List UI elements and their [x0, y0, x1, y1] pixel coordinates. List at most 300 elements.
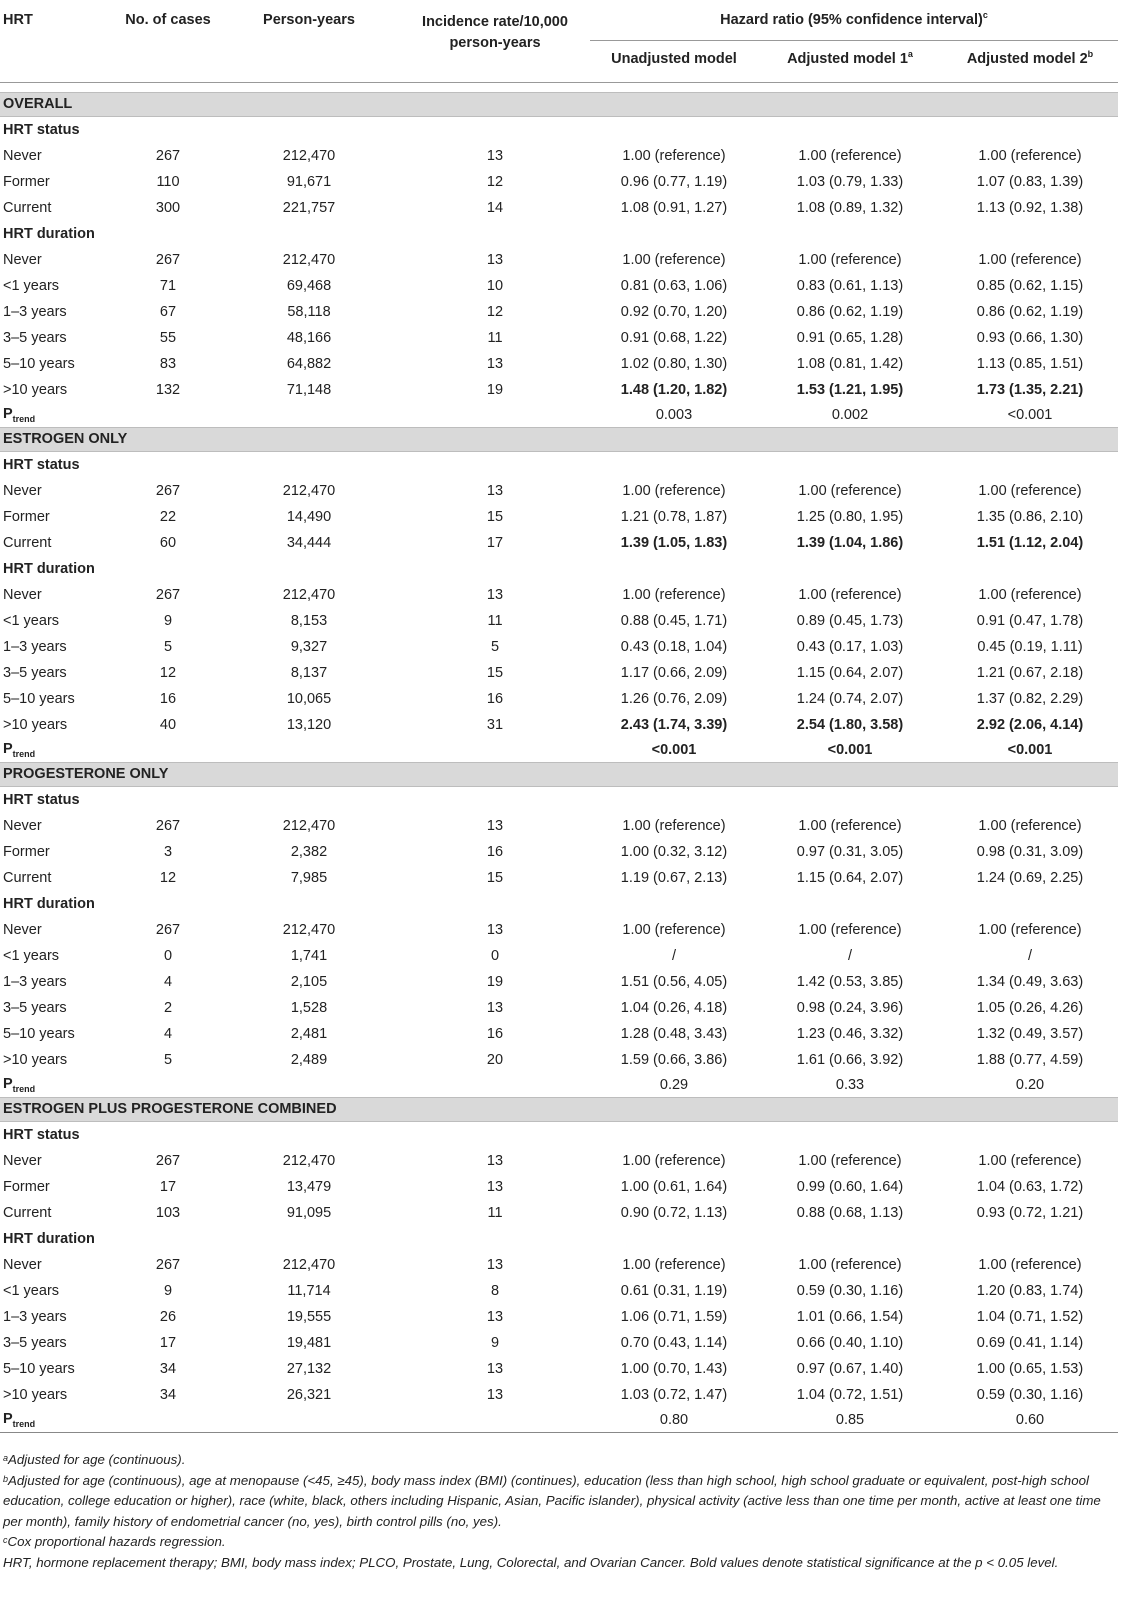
table-row	[0, 351, 1118, 377]
cell-person-years: 212,470	[282, 1256, 336, 1273]
cell-incidence-rate: 11	[487, 612, 503, 629]
cell-adjusted-2: 0.86 (0.62, 1.19)	[976, 303, 1084, 320]
table-row	[0, 143, 1118, 169]
subgroup-row	[0, 786, 1118, 813]
header-hazard-ratio-group	[590, 0, 1118, 40]
table-row	[0, 1304, 1118, 1330]
header-adjusted-1-text: Adjusted model 1	[787, 50, 908, 67]
empty-cell	[218, 1073, 400, 1098]
cell-adjusted-1: 1.39 (1.04, 1.86)	[796, 534, 904, 551]
cell-adjusted-2: 1.51 (1.12, 2.04)	[976, 534, 1084, 551]
footnote-mark: b	[3, 1473, 9, 1484]
cell-incidence-rate: 11	[487, 1204, 503, 1221]
cell-adjusted-1: 1.24 (0.74, 2.07)	[796, 690, 904, 707]
cell-adjusted-2: 1.00 (reference)	[978, 817, 1082, 834]
cell-unadjusted: 1.17 (0.66, 2.09)	[620, 664, 728, 681]
cell-cases: 5	[163, 638, 173, 655]
footnotes	[3, 1450, 1115, 1573]
cell-incidence-rate: 12	[486, 173, 504, 190]
header-hazard-ratio-text: Hazard ratio (95% confidence interval)	[720, 12, 983, 28]
cell-unadjusted: /	[671, 947, 677, 964]
subgroup-label: HRT status	[3, 121, 80, 138]
cell-unadjusted: 1.00 (reference)	[622, 921, 726, 938]
cell-unadjusted: 1.59 (0.66, 3.86)	[620, 1051, 728, 1068]
row-label: 5–10 years	[3, 1360, 75, 1377]
cell-unadjusted: 1.00 (reference)	[622, 251, 726, 268]
cell-unadjusted: 0.70 (0.43, 1.14)	[620, 1334, 728, 1351]
cell-incidence-rate: 15	[486, 508, 504, 525]
cell-unadjusted: 1.51 (0.56, 4.05)	[620, 973, 728, 990]
cell-adjusted-2: 0.69 (0.41, 1.14)	[976, 1334, 1084, 1351]
row-label: Former	[3, 843, 50, 860]
cell-person-years: 212,470	[282, 586, 336, 603]
section-title: PROGESTERONE ONLY	[0, 762, 1118, 786]
cell-cases: 9	[163, 1282, 173, 1299]
cell-incidence-rate: 13	[486, 1152, 504, 1169]
footnote-mark: a	[3, 1453, 9, 1463]
cell-adjusted-1: 2.54 (1.80, 3.58)	[796, 716, 904, 733]
table-row	[0, 169, 1118, 195]
ptrend-label	[0, 738, 118, 763]
cell-cases: 83	[159, 355, 177, 372]
cell-incidence-rate: 13	[486, 1308, 504, 1325]
cell-adjusted-2: 1.73 (1.35, 2.21)	[976, 381, 1084, 398]
cell-unadjusted: 1.00 (0.32, 3.12)	[620, 843, 728, 860]
header-hazard-ratio-sup: c	[982, 10, 988, 20]
cell-person-years: 7,985	[290, 869, 328, 886]
table-row	[0, 660, 1118, 686]
empty-cell	[400, 403, 590, 428]
row-label: Never	[3, 482, 42, 499]
cell-unadjusted: 1.00 (reference)	[622, 482, 726, 499]
header-incidence-rate: Incidence rate/10,000 person-years	[422, 14, 568, 51]
cell-cases: 34	[159, 1360, 177, 1377]
cell-unadjusted: 0.91 (0.68, 1.22)	[620, 329, 728, 346]
ptrend-p: P	[3, 1410, 13, 1427]
cell-person-years: 48,166	[286, 329, 332, 346]
cell-adjusted-1: 0.66 (0.40, 1.10)	[796, 1334, 904, 1351]
cell-person-years: 26,321	[286, 1386, 332, 1403]
ptrend-adjusted-1: 0.85	[758, 1408, 942, 1433]
cell-incidence-rate: 13	[486, 147, 504, 164]
ptrend-unadjusted: 0.80	[590, 1408, 758, 1433]
cell-incidence-rate: 15	[486, 664, 504, 681]
cell-person-years: 34,444	[286, 534, 332, 551]
cell-unadjusted: 1.00 (reference)	[622, 147, 726, 164]
cell-unadjusted: 0.90 (0.72, 1.13)	[620, 1204, 728, 1221]
subgroup-row	[0, 451, 1118, 478]
cell-person-years: 13,120	[286, 716, 332, 733]
subgroup-row	[0, 221, 1118, 247]
cell-adjusted-2: 1.00 (reference)	[978, 482, 1082, 499]
row-label: 3–5 years	[3, 664, 67, 681]
table-row	[0, 478, 1118, 504]
row-label: >10 years	[3, 1051, 68, 1068]
cell-person-years: 1,741	[290, 947, 328, 964]
row-label: Current	[3, 199, 52, 216]
cell-adjusted-1: 1.08 (0.81, 1.42)	[796, 355, 904, 372]
cell-adjusted-1: 1.01 (0.66, 1.54)	[796, 1308, 904, 1325]
cell-incidence-rate: 15	[486, 869, 504, 886]
cell-person-years: 212,470	[282, 482, 336, 499]
table-row	[0, 608, 1118, 634]
cell-adjusted-1: 1.25 (0.80, 1.95)	[796, 508, 904, 525]
cell-adjusted-1: 1.08 (0.89, 1.32)	[796, 199, 904, 216]
ptrend-adjusted-1: 0.002	[831, 406, 869, 423]
section-title: ESTROGEN PLUS PROGESTERONE COMBINED	[0, 1097, 1118, 1121]
cell-adjusted-2: 1.13 (0.85, 1.51)	[976, 355, 1084, 372]
cell-adjusted-2: 1.00 (reference)	[978, 1256, 1082, 1273]
ptrend-adjusted-1: <0.001	[827, 741, 873, 758]
cell-unadjusted: 1.08 (0.91, 1.27)	[620, 199, 728, 216]
footnote-text: Adjusted for age (continuous).	[8, 1452, 186, 1467]
cell-adjusted-1: 0.97 (0.31, 3.05)	[796, 843, 904, 860]
cell-person-years: 19,481	[286, 1334, 332, 1351]
table-row	[0, 1200, 1118, 1226]
table-row	[0, 1021, 1118, 1047]
empty-cell	[400, 1408, 590, 1433]
header-adjusted-2-sup: b	[1087, 48, 1094, 59]
cell-unadjusted: 0.81 (0.63, 1.06)	[620, 277, 728, 294]
table-row	[0, 582, 1118, 608]
cell-person-years: 14,490	[286, 508, 332, 525]
cell-person-years: 2,481	[290, 1025, 328, 1042]
cell-incidence-rate: 13	[486, 817, 504, 834]
cell-unadjusted: 1.06 (0.71, 1.59)	[620, 1308, 728, 1325]
cell-person-years: 212,470	[282, 251, 336, 268]
row-label: >10 years	[3, 381, 68, 398]
cell-cases: 60	[159, 534, 177, 551]
ptrend-sub: trend	[12, 748, 36, 759]
header-adjusted-1	[758, 40, 942, 82]
cell-unadjusted: 1.04 (0.26, 4.18)	[620, 999, 728, 1016]
ptrend-sub: trend	[12, 1418, 36, 1429]
cell-cases: 267	[155, 586, 181, 603]
cell-cases: 17	[159, 1334, 177, 1351]
cell-incidence-rate: 13	[486, 355, 504, 372]
row-label: Never	[3, 1152, 42, 1169]
subgroup-row	[0, 1121, 1118, 1148]
cell-incidence-rate: 13	[486, 999, 504, 1016]
cell-adjusted-2: 1.05 (0.26, 4.26)	[976, 999, 1084, 1016]
cell-unadjusted: 0.88 (0.45, 1.71)	[620, 612, 728, 629]
cell-cases: 71	[159, 277, 177, 294]
row-label: Current	[3, 1204, 52, 1221]
cell-adjusted-2: 1.35 (0.86, 2.10)	[976, 508, 1084, 525]
cell-adjusted-1: 0.99 (0.60, 1.64)	[796, 1178, 904, 1195]
cell-adjusted-2: 0.91 (0.47, 1.78)	[976, 612, 1084, 629]
cell-person-years: 221,757	[282, 199, 336, 216]
ptrend-adjusted-2: <0.001	[1007, 406, 1053, 423]
cell-cases: 3	[163, 843, 173, 860]
empty-cell	[218, 1408, 400, 1433]
header-hrt: HRT	[3, 12, 33, 28]
cell-incidence-rate: 14	[486, 199, 504, 216]
cell-unadjusted: 0.92 (0.70, 1.20)	[620, 303, 728, 320]
cell-cases: 267	[155, 1152, 181, 1169]
cell-cases: 132	[155, 381, 181, 398]
cell-cases: 267	[155, 482, 181, 499]
section-header	[0, 1097, 1118, 1121]
row-label: 5–10 years	[3, 1025, 75, 1042]
ptrend-unadjusted: 0.29	[659, 1076, 689, 1093]
cell-adjusted-1: 0.83 (0.61, 1.13)	[796, 277, 904, 294]
ptrend-row	[0, 403, 1118, 428]
cell-adjusted-1: 1.03 (0.79, 1.33)	[796, 173, 904, 190]
cell-person-years: 212,470	[282, 147, 336, 164]
cell-incidence-rate: 16	[486, 690, 504, 707]
cell-cases: 110	[156, 173, 180, 190]
ptrend-adjusted-1: 0.33	[835, 1076, 865, 1093]
cell-adjusted-1: 1.00 (reference)	[798, 1256, 902, 1273]
cell-incidence-rate: 13	[486, 586, 504, 603]
cell-adjusted-2: 0.45 (0.19, 1.11)	[977, 638, 1083, 655]
cell-incidence-rate: 10	[486, 277, 504, 294]
row-label: 3–5 years	[3, 1334, 67, 1351]
cell-cases: 12	[159, 664, 177, 681]
cell-adjusted-2: 1.00 (reference)	[978, 147, 1082, 164]
ptrend-label	[0, 1073, 118, 1098]
ptrend-p: P	[3, 740, 13, 757]
cell-cases: 22	[159, 508, 177, 525]
section-header	[0, 427, 1118, 451]
cell-incidence-rate: 31	[486, 716, 504, 733]
footnote-text: HRT, hormone replacement therapy; BMI, body mass index; PLCO, Prostate, Lung, Colorectal, and Ovarian Cancer. Bold values denote statistical significance at the p < 0.05 level.	[3, 1554, 1059, 1570]
row-label: Former	[3, 508, 50, 525]
cell-person-years: 91,671	[286, 173, 332, 190]
cell-incidence-rate: 19	[486, 381, 504, 398]
cell-adjusted-2: 1.00 (reference)	[978, 586, 1082, 603]
cell-unadjusted: 0.61 (0.31, 1.19)	[620, 1282, 728, 1299]
cell-person-years: 8,153	[290, 612, 328, 629]
cell-cases: 16	[159, 690, 177, 707]
cell-unadjusted: 1.00 (0.61, 1.64)	[620, 1178, 728, 1195]
table-row	[0, 813, 1118, 839]
ptrend-unadjusted: 0.003	[655, 406, 693, 423]
cell-adjusted-1: 1.15 (0.64, 2.07)	[796, 664, 904, 681]
cell-cases: 267	[155, 1256, 181, 1273]
cell-adjusted-2: 0.59 (0.30, 1.16)	[976, 1386, 1084, 1403]
empty-cell	[118, 403, 218, 428]
cell-adjusted-1: 0.88 (0.68, 1.13)	[796, 1204, 904, 1221]
cell-cases: 55	[159, 329, 177, 346]
header-unadjusted: Unadjusted model	[611, 50, 737, 67]
table-body	[0, 92, 1118, 1432]
ptrend-sub: trend	[12, 1083, 36, 1094]
cell-adjusted-2: 1.13 (0.92, 1.38)	[976, 199, 1084, 216]
cell-unadjusted: 1.48 (1.20, 1.82)	[620, 381, 728, 398]
cell-incidence-rate: 13	[486, 482, 504, 499]
cell-adjusted-1: 1.00 (reference)	[798, 1152, 902, 1169]
row-label: 1–3 years	[3, 303, 67, 320]
cell-adjusted-2: 1.21 (0.67, 2.18)	[976, 664, 1084, 681]
cell-adjusted-1: 1.00 (reference)	[798, 586, 902, 603]
ptrend-row	[0, 1408, 1118, 1433]
footnote	[3, 1532, 1115, 1553]
row-label: >10 years	[3, 1386, 68, 1403]
cell-unadjusted: 1.19 (0.67, 2.13)	[620, 869, 728, 886]
footnote-text: Cox proportional hazards regression.	[7, 1534, 226, 1549]
cell-adjusted-2: 1.00 (0.65, 1.53)	[976, 1360, 1084, 1377]
subgroup-label: HRT status	[3, 791, 80, 808]
row-label: 3–5 years	[3, 999, 67, 1016]
section-header	[0, 92, 1118, 116]
cell-cases: 267	[155, 921, 181, 938]
cell-adjusted-2: 1.07 (0.83, 1.39)	[976, 173, 1084, 190]
footnote	[3, 1471, 1115, 1533]
ptrend-unadjusted: <0.001	[651, 741, 697, 758]
cell-cases: 67	[159, 303, 177, 320]
row-label: Current	[3, 869, 52, 886]
cell-person-years: 9,327	[290, 638, 328, 655]
cell-cases: 26	[159, 1308, 177, 1325]
subgroup-row	[0, 556, 1118, 582]
subgroup-row	[0, 1226, 1118, 1252]
cell-cases: 103	[155, 1204, 181, 1221]
cell-adjusted-1: 1.00 (reference)	[798, 921, 902, 938]
table-row	[0, 917, 1118, 943]
cell-cases: 4	[163, 973, 173, 990]
footnote	[3, 1450, 1115, 1471]
ptrend-p: P	[3, 1075, 13, 1092]
cell-cases: 267	[155, 817, 181, 834]
subgroup-label: HRT duration	[3, 895, 95, 912]
cell-person-years: 13,479	[286, 1178, 332, 1195]
cell-adjusted-2: 1.00 (reference)	[978, 1152, 1082, 1169]
cell-adjusted-1: 0.86 (0.62, 1.19)	[796, 303, 904, 320]
cell-cases: 12	[159, 869, 177, 886]
cell-unadjusted: 0.96 (0.77, 1.19)	[620, 173, 728, 190]
header-cases: No. of cases	[125, 12, 211, 28]
footnote-text: Adjusted for age (continuous), age at menopause (<45, ≥45), body mass index (BMI) (continues), education (less than high school, high school graduate or equivalent, post-high school education, college education or higher), race (white, black, others including Hispanic, Asian, Pacific islander), physical activity (active less than one time per month, active at least one time per month), family history of endometrial cancer (no, yes), birth control pills (no, yes).	[3, 1472, 1101, 1529]
cell-adjusted-2: 0.93 (0.66, 1.30)	[976, 329, 1084, 346]
ptrend-row	[0, 1073, 1118, 1098]
row-label: 1–3 years	[3, 638, 67, 655]
cell-incidence-rate: 16	[486, 1025, 504, 1042]
cell-person-years: 58,118	[287, 303, 331, 320]
cell-adjusted-2: 1.04 (0.63, 1.72)	[976, 1178, 1084, 1195]
cell-adjusted-1: 1.00 (reference)	[798, 251, 902, 268]
cell-adjusted-1: 1.61 (0.66, 3.92)	[796, 1051, 904, 1068]
cell-adjusted-1: 1.04 (0.72, 1.51)	[796, 1386, 904, 1403]
subgroup-label: HRT duration	[3, 1230, 95, 1247]
cell-adjusted-2: /	[1027, 947, 1033, 964]
table-row	[0, 325, 1118, 351]
cell-incidence-rate: 13	[486, 1360, 504, 1377]
cell-adjusted-2: 1.20 (0.83, 1.74)	[976, 1282, 1084, 1299]
table-row	[0, 504, 1118, 530]
cell-cases: 300	[155, 199, 181, 216]
row-label: <1 years	[3, 612, 60, 629]
header-adjusted-1-sup: a	[907, 48, 913, 59]
cell-adjusted-1: 0.98 (0.24, 3.96)	[796, 999, 904, 1016]
cell-unadjusted: 1.00 (reference)	[622, 1152, 726, 1169]
cell-person-years: 212,470	[282, 1152, 336, 1169]
cell-unadjusted: 1.00 (reference)	[622, 817, 726, 834]
row-label: Never	[3, 147, 42, 164]
cell-adjusted-1: 1.00 (reference)	[798, 147, 902, 164]
table-row	[0, 195, 1118, 221]
cell-cases: 9	[163, 612, 173, 629]
cell-adjusted-1: 1.15 (0.64, 2.07)	[796, 869, 904, 886]
cell-cases: 34	[159, 1386, 177, 1403]
row-label: Never	[3, 817, 42, 834]
section-title: OVERALL	[0, 92, 1118, 116]
subgroup-label: HRT status	[3, 1126, 80, 1143]
cell-cases: 4	[163, 1025, 173, 1042]
cell-adjusted-1: 0.91 (0.65, 1.28)	[796, 329, 904, 346]
subgroup-row	[0, 116, 1118, 143]
subgroup-label: HRT duration	[3, 560, 95, 577]
cell-person-years: 71,148	[286, 381, 332, 398]
table-row	[0, 1330, 1118, 1356]
cell-cases: 40	[159, 716, 177, 733]
cell-adjusted-1: 1.53 (1.21, 1.95)	[796, 381, 904, 398]
cell-incidence-rate: 9	[490, 1334, 500, 1351]
cell-adjusted-2: 1.37 (0.82, 2.29)	[976, 690, 1084, 707]
cell-adjusted-1: 1.23 (0.46, 3.32)	[796, 1025, 904, 1042]
section-header	[0, 762, 1118, 786]
cell-incidence-rate: 11	[487, 329, 503, 346]
table-row	[0, 943, 1118, 969]
cell-person-years: 91,095	[286, 1204, 332, 1221]
cell-incidence-rate: 16	[486, 843, 504, 860]
cell-person-years: 2,382	[290, 843, 328, 860]
empty-cell	[118, 1073, 218, 1098]
cell-person-years: 2,105	[290, 973, 328, 990]
row-label: 1–3 years	[3, 973, 67, 990]
cell-unadjusted: 1.00 (0.70, 1.43)	[620, 1360, 728, 1377]
table-row	[0, 712, 1118, 738]
table-row	[0, 1174, 1118, 1200]
cell-incidence-rate: 17	[486, 534, 504, 551]
table-row	[0, 865, 1118, 891]
cell-cases: 0	[163, 947, 173, 964]
header-adjusted-2-text: Adjusted model 2	[966, 50, 1088, 67]
cell-cases: 17	[159, 1178, 177, 1195]
cell-adjusted-1: /	[847, 947, 853, 964]
cell-unadjusted: 2.43 (1.74, 3.39)	[620, 716, 728, 733]
cell-adjusted-1: 1.00 (reference)	[798, 482, 902, 499]
cell-adjusted-1: 0.59 (0.30, 1.16)	[796, 1282, 904, 1299]
empty-cell	[400, 1073, 590, 1098]
cell-person-years: 10,065	[286, 690, 332, 707]
cell-person-years: 1,528	[290, 999, 328, 1016]
cell-incidence-rate: 20	[486, 1051, 504, 1068]
row-label: <1 years	[3, 277, 60, 294]
cell-person-years: 8,137	[290, 664, 328, 681]
row-label: >10 years	[3, 716, 68, 733]
cell-unadjusted: 1.21 (0.78, 1.87)	[620, 508, 728, 525]
cell-adjusted-2: 0.93 (0.72, 1.21)	[976, 1204, 1084, 1221]
subgroup-label: HRT status	[3, 456, 80, 473]
table-row	[0, 273, 1118, 299]
cell-adjusted-1: 0.97 (0.67, 1.40)	[796, 1360, 904, 1377]
cell-person-years: 64,882	[286, 355, 332, 372]
table-row	[0, 686, 1118, 712]
table-row	[0, 1047, 1118, 1073]
cell-unadjusted: 1.00 (reference)	[622, 586, 726, 603]
cell-person-years: 212,470	[282, 921, 336, 938]
cell-incidence-rate: 13	[486, 1178, 504, 1195]
cell-adjusted-2: 2.92 (2.06, 4.14)	[976, 716, 1084, 733]
row-label: Former	[3, 1178, 50, 1195]
cell-cases: 2	[163, 999, 173, 1016]
cell-adjusted-2: 1.00 (reference)	[978, 921, 1082, 938]
cell-person-years: 27,132	[286, 1360, 332, 1377]
row-label: Never	[3, 921, 42, 938]
row-label: Never	[3, 251, 42, 268]
